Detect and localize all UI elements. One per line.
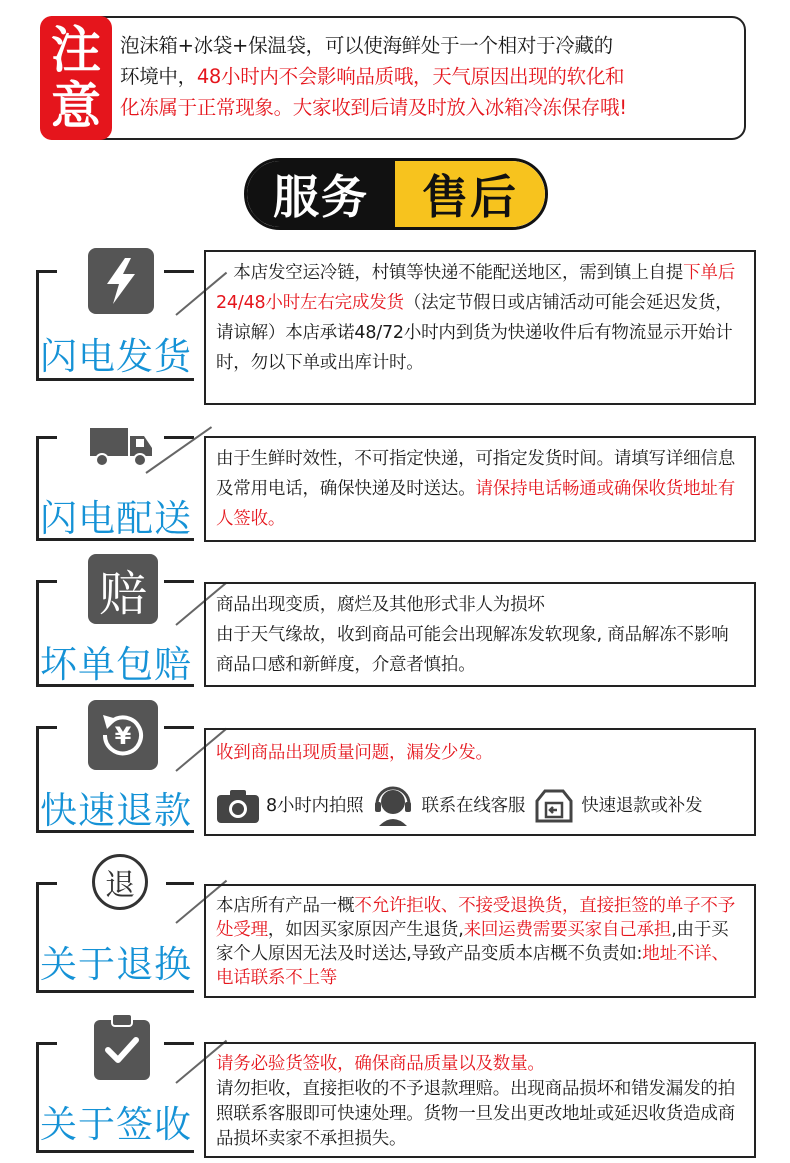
truck-icon (88, 414, 154, 480)
text-part: 本店所有产品一概 (216, 896, 355, 916)
text-part-red: 请保持电话畅通或确保收货地址有人签收。 (216, 479, 735, 529)
section-text (204, 250, 756, 405)
notice-badge-char-1: 注 (51, 21, 101, 79)
section-returns (36, 848, 758, 998)
text-part: 请勿拒收，直接拒收的不予退款理赔。出现商品损坏和错发漏发的拍照联系客服即可快速处理。货物一旦发出更改地址或延迟收货造成商品损坏卖家不承担损失。 (216, 1079, 735, 1149)
notice-line-2-b: 48小时内不会影响品质哦，天气原因出现的软化和 (196, 65, 625, 88)
notice-badge (40, 16, 112, 140)
camera-icon (216, 788, 260, 824)
section-text (204, 1042, 756, 1158)
lightning-icon (88, 248, 154, 314)
notice-line-1: 泡沫箱+冰袋+保温袋，可以使海鲜处于一个相对于冷藏的 (120, 34, 613, 57)
notice-line-2 (120, 61, 736, 92)
section-label: 坏单包赔 (40, 643, 192, 686)
section-fast-shipping (36, 248, 758, 408)
section-label: 快速退款 (40, 789, 192, 832)
section-damage-compensation (36, 554, 758, 690)
section-text (204, 436, 756, 542)
section-text (204, 582, 756, 687)
refund-icon-char: ¥ (114, 722, 132, 750)
title-left: 服务 (247, 161, 395, 227)
text-part: （法定节假日或店铺活动可能会延迟发货，请谅解）本店承诺48/72小时内到货为快递收件后有物流显示开始计时，勿以下单或出库计时。 (216, 293, 733, 373)
step-text: 联系在线客服 (421, 796, 526, 816)
notice-text (120, 30, 736, 123)
text-part: 由于天气缘故，收到商品可能会出现解冻发软现象, 商品解冻不影响商品口感和新鲜度，介意者慎拍。 (216, 625, 729, 675)
section-text (204, 884, 756, 998)
text-part-red: 下单后24/48小时左右完成发货 (216, 263, 736, 313)
notice-line-3: 化冻属于正常现象。大家收到后请及时放入冰箱冷冻保存哦! (120, 96, 627, 119)
section-signing (36, 1008, 758, 1158)
text-part: 本店发空运冷链，村镇等快递不能配送地区，需到镇上自提 (216, 263, 684, 283)
refund-box-icon (533, 787, 575, 825)
return-icon (74, 848, 166, 916)
step-text: 快速退款或补发 (581, 796, 703, 816)
refund-icon (88, 700, 158, 770)
section-label: 闪电发货 (40, 335, 192, 378)
step-text: 8小时内拍照 (266, 796, 364, 816)
section-fast-refund (36, 700, 758, 838)
section-label: 关于签收 (40, 1103, 192, 1146)
compensation-icon-char: 赔 (98, 565, 147, 622)
text-part: 由于生鲜时效性，不可指定快递，可指定发货时间。请填写详细信息及常用电话，确保快递及时送达。 (216, 449, 735, 499)
text-part: 商品出现变质，腐烂及其他形式非人为损坏 (216, 595, 545, 615)
refund-headline: 收到商品出现质量问题，漏发少发。 (216, 743, 493, 763)
clipboard-check-icon (88, 1012, 156, 1082)
text-part-red: 来回运费需要买家自己承担 (463, 920, 672, 940)
title-right: 售后 (395, 161, 545, 227)
text-part: ，如因买家原因产生退货, (267, 920, 464, 940)
notice-line-2-a: 环境中， (120, 65, 197, 88)
compensation-icon (88, 554, 158, 624)
customer-service-icon (371, 786, 415, 826)
text-part: ,由于买家个人原因无法及时送达,导致产品变质本店概不负责如: (216, 920, 729, 964)
return-icon-char: 退 (92, 854, 148, 910)
text-part-red: 地址不详、电话联系不上等 (216, 944, 729, 988)
refund-steps (216, 786, 744, 826)
section-fast-delivery (36, 414, 758, 544)
section-label: 闪电配送 (40, 497, 192, 540)
section-text (204, 728, 756, 836)
notice-box (40, 16, 746, 140)
section-label: 关于退换 (40, 943, 192, 986)
after-sales-title (244, 158, 548, 230)
text-part-red: 不允许拒收、不接受退换货，直接拒签的单子不予处受理 (216, 896, 736, 940)
notice-badge-char-2: 意 (51, 77, 101, 135)
text-part-red: 请务必验货签收，确保商品质量以及数量。 (216, 1054, 545, 1074)
